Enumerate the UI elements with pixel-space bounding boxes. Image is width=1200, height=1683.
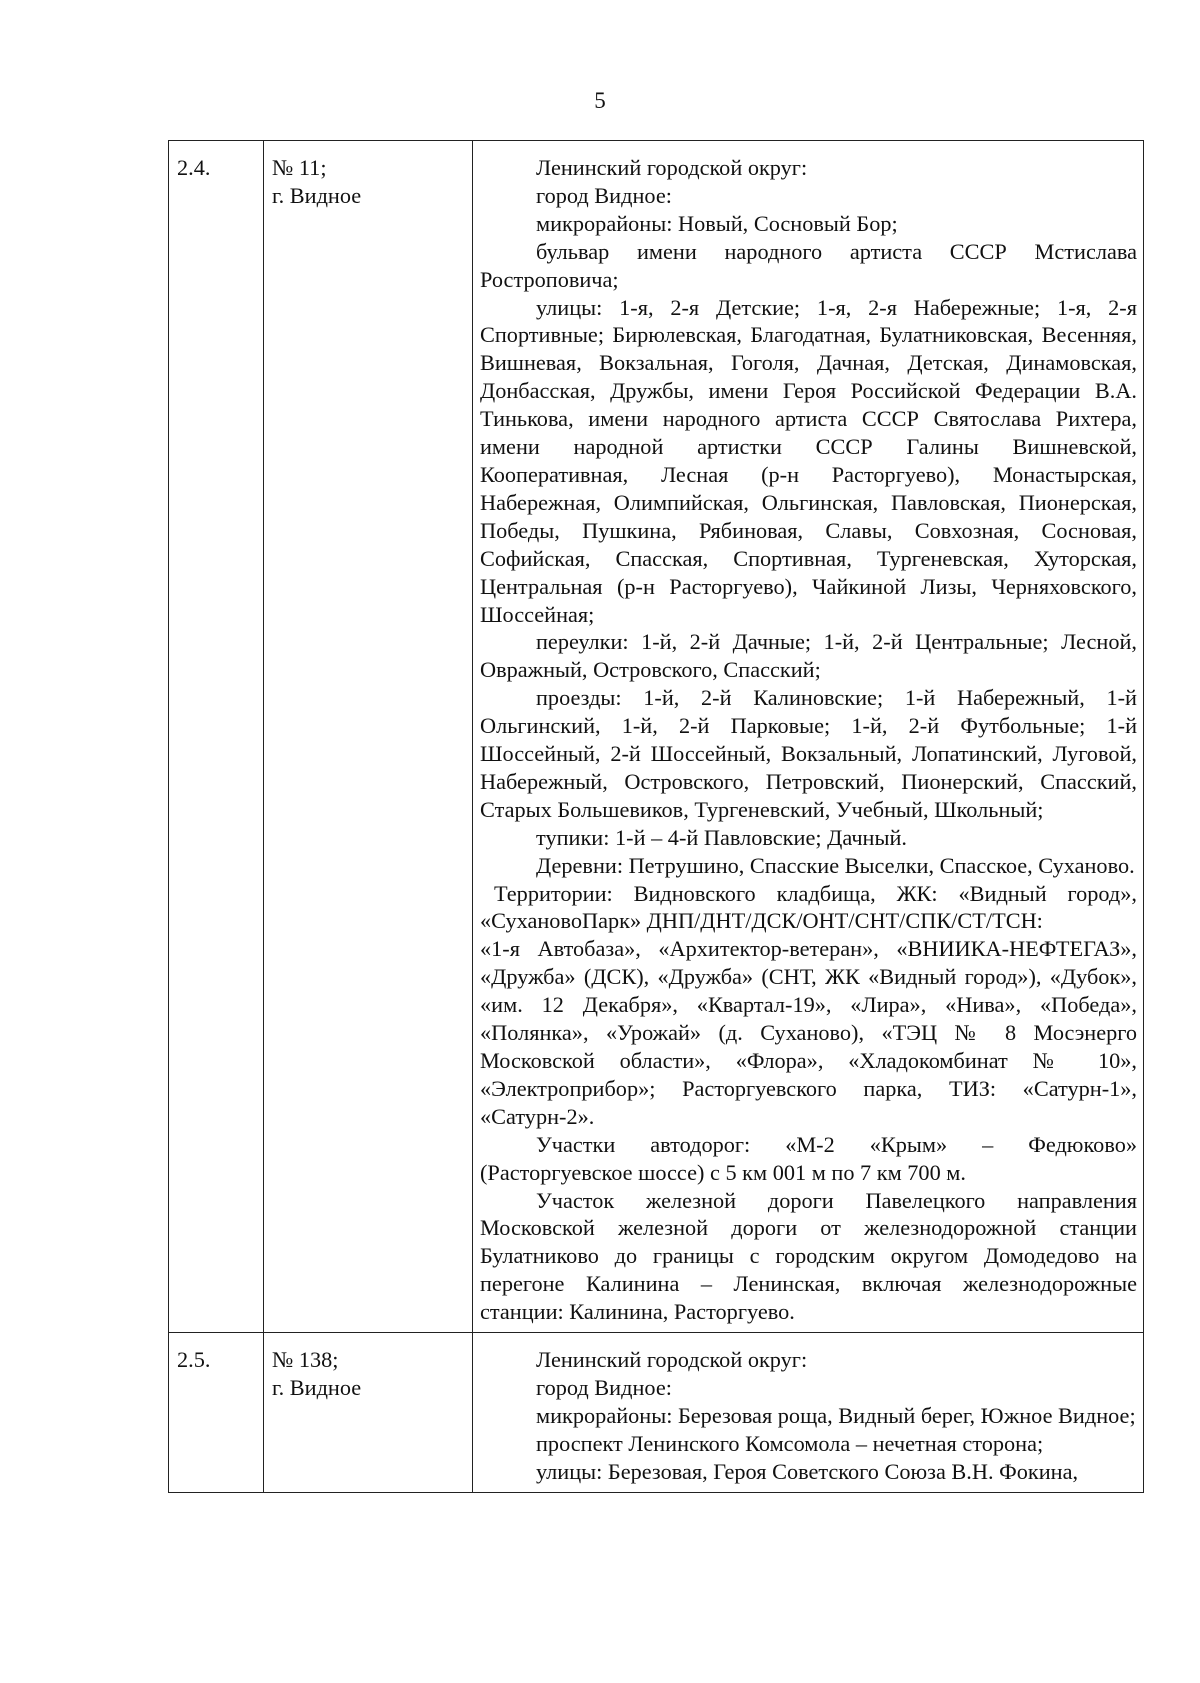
paragraph: бульвар имени народного артиста СССР Мстислава Ростроповича; bbox=[480, 238, 1137, 292]
paragraph: тупики: 1-й – 4-й Павловские; Дачный. bbox=[536, 824, 907, 850]
district-cell bbox=[264, 1333, 473, 1493]
district-cell bbox=[264, 141, 473, 1333]
paragraph: город Видное: bbox=[536, 1374, 672, 1400]
paragraph: Участок железной дороги Павелецкого направления Московской железной дороги от железнодорожной станции Булатниково до границы с городским округом Домодедово на перегоне Калинина – Ленинская, включая железнодорожные станции: Калинина, Расторгуево. bbox=[480, 1187, 1137, 1325]
row-number-cell bbox=[169, 1333, 264, 1493]
paragraph: Территории: Видновского кладбища, ЖК: «Видный город», «СухановоПарк» ДНП/ДНТ/ДСК/ОНТ/СНТ/СПК/СТ/ТСН: bbox=[480, 880, 1137, 934]
paragraph: город Видное: bbox=[536, 182, 672, 208]
paragraph: Ленинский городской округ: bbox=[536, 1347, 808, 1373]
paragraph: проспект Ленинского Комсомола – нечетная сторона; bbox=[536, 1430, 1044, 1456]
paragraph: улицы: Березовая, Героя Советского Союза В.Н. Фокина, bbox=[536, 1458, 1079, 1484]
row-number: 2.4. bbox=[177, 155, 211, 180]
paragraph: «1-я Автобаза», «Архитектор-ветеран», «ВНИИКА-НЕФТЕГАЗ», «Дружба» (ДСК), «Дружба» (СНТ, ЖК «Видный город»), «Дубок», «им. 12 Декабря», «Квартал-19», «Лира», «Нива», «Победа», «Полянка», «Урожай» (д. Суханово), «ТЭЦ № 8 Мосэнерго Московской области», «Флора», «Хладокомбинат № 10», «Электроприбор»; Расторгуевского парка, ТИЗ: «Сатурн-1», «Сатурн-2». bbox=[480, 936, 1137, 1129]
paragraph: улицы: 1-я, 2-я Детские; 1-я, 2-я Набережные; 1-я, 2-я Спортивные; Бирюлевская, Благодатная, Булатниковская, Весенняя, Вишневая, Вокзальная, Гоголя, Дачная, Детская, Динамовская, Донбасская, Дружбы, имени Героя Российской Федерации В.А. Тинькова, имени народного артиста СССР Святослава Рихтера, имени народной артистки СССР Галины Вишневской, Кооперативная, Лесная (р-н Расторгуево), Монастырская, Набережная, Олимпийская, Ольгинская, Павловская, Пионерская, Победы, Пушкина, Рябиновая, Славы, Совхозная, Сосновая, Софийская, Спасская, Спортивная, Тургеневская, Хуторская, Центральная (р-н Расторгуево), Чайкиной Лизы, Черняховского, Шоссейная; bbox=[480, 294, 1137, 627]
district-number: № 138; bbox=[272, 1347, 339, 1373]
paragraph: микрорайоны: Новый, Сосновый Бор; bbox=[536, 210, 898, 236]
description-cell bbox=[473, 141, 1144, 1333]
description-cell bbox=[473, 1333, 1144, 1493]
paragraph: Участки автодорог: «М-2 «Крым» – Федюково» (Расторгуевское шоссе) с 5 км 001 м по 7 км 700 м. bbox=[480, 1131, 1137, 1185]
district-number: № 11; bbox=[272, 155, 327, 180]
paragraph: переулки: 1-й, 2-й Дачные; 1-й, 2-й Центральные; Лесной, Овражный, Островского, Спасский; bbox=[480, 629, 1137, 683]
table-row bbox=[169, 141, 1144, 1333]
paragraph: проезды: 1-й, 2-й Калиновские; 1-й Набережный, 1-й Ольгинский, 1-й, 2-й Парковые; 1-й, 2-й Футбольные; 1-й Шоссейный, 2-й Шоссейный, Вокзальный, Лопатинский, Луговой, Набережный, Островского, Петровский, Пионерский, Спасский, Старых Большевиков, Тургеневский, Учебный, Школьный; bbox=[480, 685, 1137, 822]
page-number: 5 bbox=[594, 88, 606, 113]
table-row bbox=[169, 1333, 1144, 1493]
paragraph: микрорайоны: Березовая роща, Видный берег, Южное Видное; bbox=[536, 1402, 1136, 1428]
paragraph: Ленинский городской округ: bbox=[536, 155, 808, 180]
districts-table bbox=[168, 140, 1144, 1493]
district-city: г. Видное bbox=[272, 182, 362, 208]
paragraph: Деревни: Петрушино, Спасские Выселки, Спасское, Суханово. bbox=[536, 852, 1135, 878]
district-city: г. Видное bbox=[272, 1374, 362, 1400]
row-number: 2.5. bbox=[177, 1347, 211, 1373]
row-number-cell bbox=[169, 141, 264, 1333]
